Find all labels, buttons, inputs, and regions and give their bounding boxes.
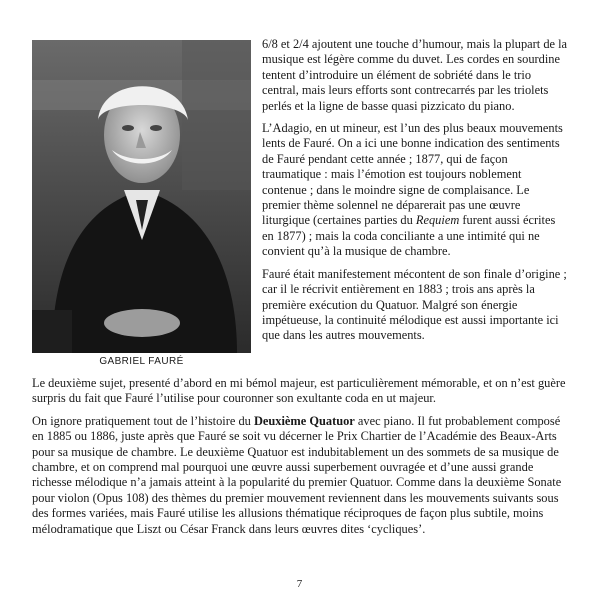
page-number: 7 [296, 578, 303, 590]
paragraph-5 [32, 414, 572, 537]
paragraph-1: 6/8 et 2/4 ajoutent une touche d’humour, mais la plupart de la musique est légère comme du duvet. Les cordes en sourdine tentent d’introduire un élément de sobriété dans le trio central, mais leurs efforts sont contrecarrés par les triolets perlés et la ligne de basse quasi pizzicato du piano. [262, 37, 568, 113]
paragraph-3: Fauré était manifestement mécontent de son finale d’origine ; car il le récrivit entièrement en 1883 ; trois ans après la première exécution du Quatuor. Malgré son énergie impétueuse, la continuité mélodique est aussi importante ici que dans les autres mouvements. [262, 266, 567, 343]
paragraph-5-text-a: On ignore pratiquement tout de l’histoire du [32, 413, 254, 428]
paragraph-5-text-b: avec piano. Il fut probablement composé en 1885 ou 1886, juste après que Fauré se soit vu décerner le Prix Chartier de l’Académie des Beaux-Arts pour sa musique de chambre. Le deuxième Quatuor est indubitablement un des sommets de sa musique de chambre, et on comprend mal pourquoi une œuvre aussi superbement ouvragée et d’une aussi grande richesse mélodique n’a jamais atteint à la popularité du premier Quatuor. Comme dans la deuxième Sonate pour violon (Opus 108) des thèmes du premier mouvement reviennent dans les mouvements suivants sous des formes variées, mais Fauré utilise les allusions thématique réciproques de façon plus subtile, moins mélodramatique que Liszt ou César Franck dans leurs œuvres dites ‘cycliques’. [32, 413, 562, 536]
paragraph-2-text-a: L’Adagio, en ut mineur, est l’un des plus beaux mouvements lents de Fauré. On a ici une bonne indication des sentiments de Fauré pendant cette année ; 1877, qui de façon traumatique : mais l’émotion est toujours noblement contenue ; dans le moindre signe de complaisance. Le premier thème solennel ne déparerait pas une œuvre liturgique (certaines parties du [262, 121, 563, 228]
requiem-title: Requiem [415, 213, 460, 228]
paragraph-2-text-b: furent aussi écrites en 1877) ; mais la coda conciliante a une intimité qui ne convient qu’à la musique de chambre. [262, 213, 556, 259]
portrait-photo [32, 40, 251, 353]
quartet-title: Deuxième Quatuor [253, 413, 355, 428]
paragraph-4: Le deuxième sujet, presenté d’abord en mi bémol majeur, est particulièrement mémorable, et on n’est guère surpris du fait que Fauré l’utilise pour couronner son exultante coda en ut majeur. [32, 376, 566, 406]
paragraph-2 [262, 121, 568, 260]
full-width-text [32, 376, 572, 544]
right-column-text [262, 37, 568, 351]
photo-caption: GABRIEL FAURÉ [99, 356, 184, 367]
